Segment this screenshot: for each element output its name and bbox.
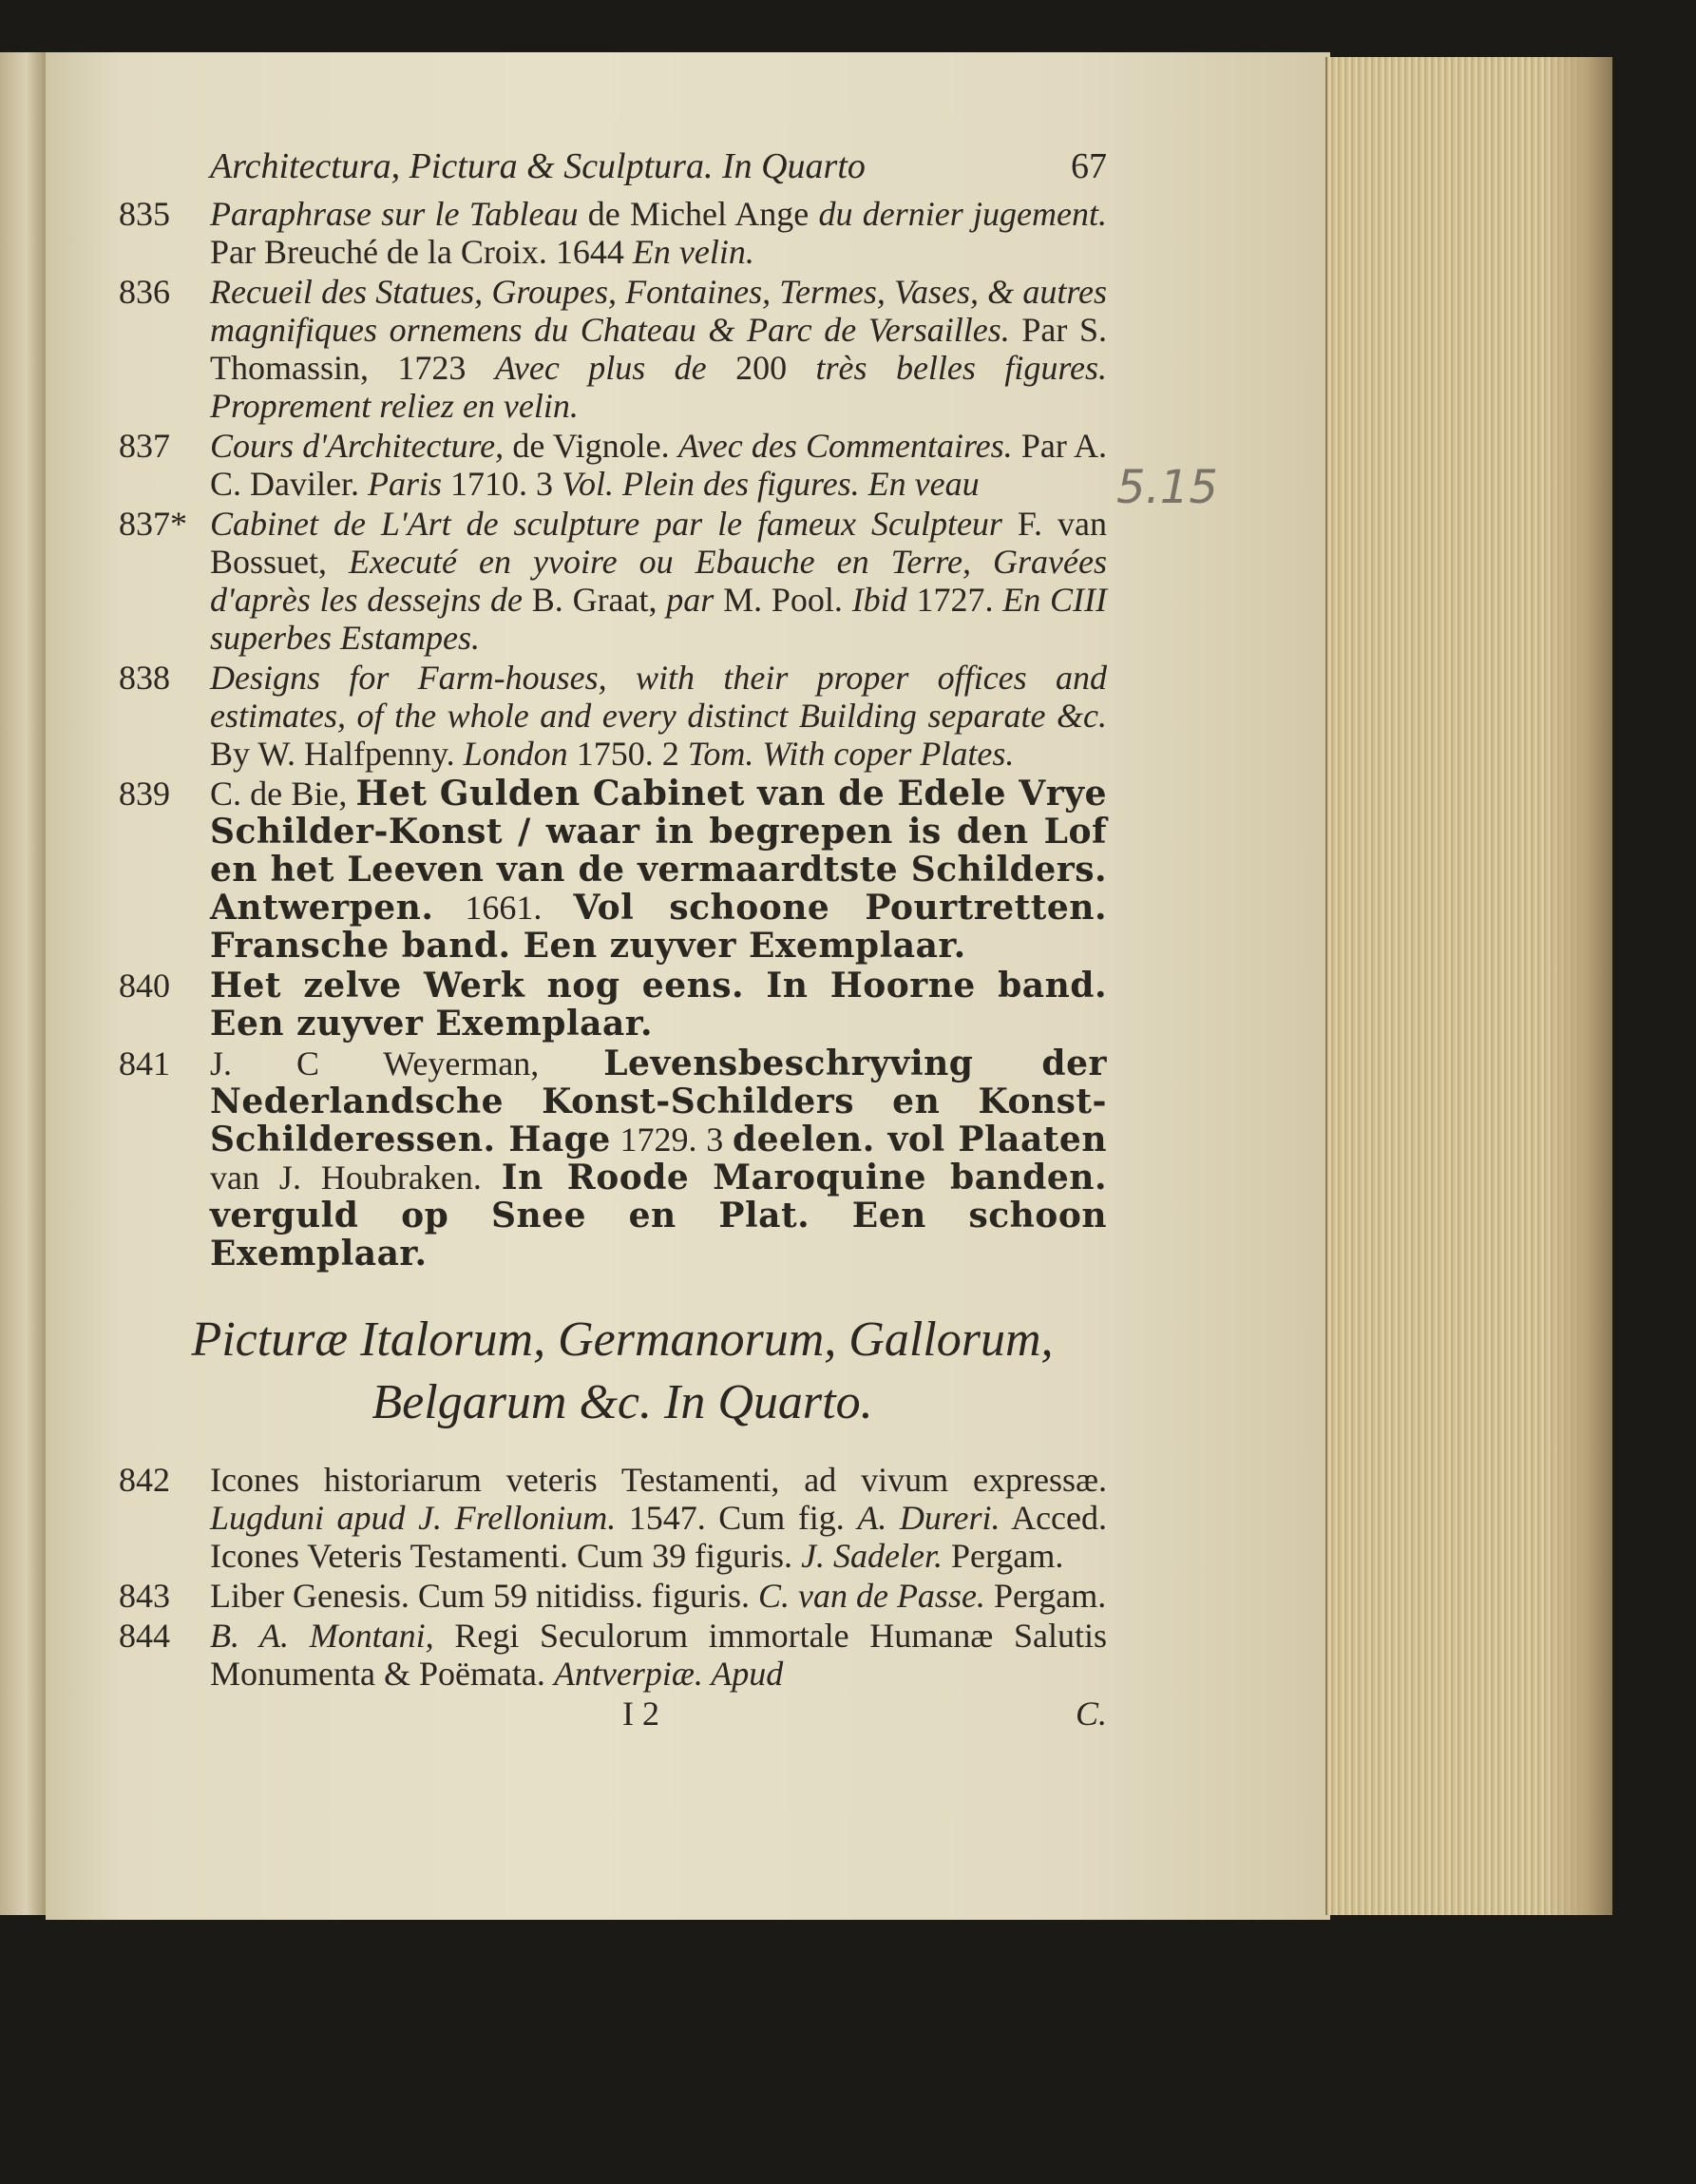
- entry-text: très belles figures. Proprement reliez en velin.: [210, 349, 1108, 425]
- entry-text: Pergam.: [984, 1577, 1107, 1615]
- entry-text: B. Graat,: [523, 581, 667, 619]
- section-heading: [138, 1309, 1107, 1434]
- entry-text: deelen. vol Plaaten: [732, 1120, 1107, 1159]
- entry-text: Acced. Icones Veteris Testamenti. Cum 39 figuris.: [210, 1499, 1108, 1575]
- entry-text: 1547. Cum fig.: [616, 1499, 858, 1537]
- entry-text: Par S. Thomassin, 1723: [210, 311, 1107, 387]
- catalog-entry: [119, 1044, 1107, 1273]
- entry-number: 835: [119, 195, 170, 233]
- running-header: [210, 147, 1107, 195]
- entry-list-2: [119, 1461, 1107, 1693]
- entry-text: du dernier jugement.: [818, 195, 1107, 233]
- entry-text: 1750. 2: [567, 735, 688, 773]
- entry-text: B. A. Montani,: [210, 1617, 434, 1655]
- entry-number: 836: [119, 273, 170, 311]
- entry-text: Antverpiæ. Apud: [553, 1655, 784, 1693]
- entry-text: J. C Weyerman,: [210, 1044, 604, 1082]
- entry-text: Het zelve Werk nog eens. In Hoorne band. Een zuyver Exemplaar.: [210, 966, 1107, 1044]
- entry-text: Levensbeschryving der Nederlandsche Konst-Schilders en Konst-Schilderessen. Hage: [210, 1044, 1107, 1159]
- entry-text: En CIII superbes Estampes.: [210, 581, 1107, 657]
- entry-text: 1661.: [433, 889, 574, 927]
- entry-text: F. van Bossuet,: [210, 505, 1107, 581]
- entry-text: Lugduni apud J. Frellonium.: [210, 1499, 617, 1537]
- entry-text: Liber Genesis. Cum 59 nitidiss. figuris.: [210, 1577, 758, 1615]
- page-number: 67: [1071, 146, 1107, 186]
- entry-text: London: [463, 735, 568, 773]
- catalog-entry: [119, 273, 1107, 425]
- entry-text: M. Pool.: [714, 581, 852, 619]
- entry-text: Paraphrase sur le Tableau: [210, 195, 579, 233]
- entry-text: Vol. Plein des figures. En veau: [562, 465, 980, 503]
- catalog-entry: [119, 1617, 1107, 1693]
- entry-text: Recueil des Statues, Groupes, Fontaines, Termes, Vases, & autres magnifiques ornemens du Chateau & Parc de Versailles.: [210, 273, 1107, 349]
- entry-number: 844: [119, 1617, 170, 1655]
- entry-text: Executé en yvoire ou Ebauche en Terre, Gravées d'après les dessejns de: [210, 543, 1107, 619]
- catalog-entry: [119, 505, 1107, 657]
- entry-text: Ibid: [851, 581, 907, 619]
- entry-text: van J. Houbraken.: [210, 1159, 502, 1197]
- entry-text: J. Sadeler.: [801, 1537, 943, 1575]
- signature-mark: I 2: [622, 1695, 659, 1733]
- entry-text: de Michel Ange: [578, 195, 819, 233]
- entry-text: 1727.: [906, 581, 1003, 619]
- entry-text: Tom. With coper Plates.: [687, 735, 1015, 773]
- entry-text: 200: [706, 349, 816, 387]
- page-edges: [1325, 57, 1612, 1915]
- entry-number: 838: [119, 659, 170, 697]
- catalog-entry: [119, 195, 1107, 271]
- entry-text: A. Dureri.: [857, 1499, 1000, 1537]
- catalog-entry: [119, 967, 1107, 1043]
- left-page-edge: [0, 52, 48, 1915]
- page-text: [119, 147, 1107, 1736]
- entry-text: Avec des Commentaires.: [677, 427, 1013, 465]
- entry-text: In Roode Maroquine banden. verguld op Snee en Plat. Een schoon Exemplaar.: [210, 1158, 1107, 1274]
- entry-text: Par Breuché de la Croix. 1644: [210, 233, 633, 271]
- entry-text: C. van de Passe.: [757, 1577, 985, 1615]
- entry-text: Designs for Farm-houses, with their proper offices and estimates, of the whole and every distinct Building separate &c.: [210, 659, 1107, 735]
- catalog-entry: [119, 659, 1107, 773]
- catalog-entry: [119, 1577, 1107, 1615]
- entry-number: 839: [119, 775, 170, 813]
- pencil-note: 5.15: [1116, 461, 1218, 514]
- entry-text: 1729. 3: [610, 1121, 733, 1159]
- entry-text: de Vignole.: [504, 427, 678, 465]
- entry-text: Par A. C. Daviler.: [210, 427, 1107, 503]
- entry-text: Vol schoone Pourtretten. Fransche band. Een zuyver Exemplaar.: [210, 888, 1108, 966]
- entry-number: 842: [119, 1461, 170, 1499]
- entry-text: En velin.: [632, 233, 754, 271]
- page-footer: [119, 1695, 1107, 1736]
- entry-number: 841: [119, 1044, 170, 1082]
- catalog-entry: [119, 1461, 1107, 1575]
- entry-text: par: [666, 581, 715, 619]
- entry-text: Cabinet de L'Art de sculpture par le fameux Sculpteur: [210, 505, 1002, 543]
- section-heading-line-1: Picturæ Italorum, Germanorum, Gallorum,: [191, 1312, 1054, 1367]
- entry-text: Regi Seculorum immortale Humanæ Salutis Monumenta & Poëmata.: [210, 1617, 1107, 1693]
- entry-text: Avec plus de: [494, 349, 707, 387]
- entry-text: Paris: [367, 465, 442, 503]
- catchword: C.: [1075, 1695, 1107, 1733]
- entry-text: Icones historiarum veteris Testamenti, ad vivum expressæ.: [210, 1461, 1107, 1499]
- section-heading-line-2: Belgarum &c. In Quarto.: [372, 1375, 873, 1429]
- catalog-entry: [119, 775, 1107, 965]
- running-title: Architectura, Pictura & Sculptura. In Quarto: [210, 146, 866, 186]
- entry-text: Pergam.: [943, 1537, 1064, 1575]
- entry-number: 837: [119, 427, 170, 465]
- entry-text: 1710. 3: [442, 465, 562, 503]
- entry-text: Cours d'Architecture,: [210, 427, 505, 465]
- entry-number: 840: [119, 967, 170, 1005]
- entry-number: 843: [119, 1577, 170, 1615]
- entry-number: 837*: [119, 505, 187, 543]
- entry-text: C. de Bie,: [210, 775, 356, 813]
- catalog-entry: [119, 427, 1107, 503]
- entry-text: Het Gulden Cabinet van de Edele Vrye Schilder-Konst / waar in begrepen is den Lof en het Leeven van de vermaardtste Schilders. Antwerpen.: [210, 774, 1108, 928]
- entry-text: By W. Halfpenny.: [210, 735, 464, 773]
- entry-list: [119, 195, 1107, 1273]
